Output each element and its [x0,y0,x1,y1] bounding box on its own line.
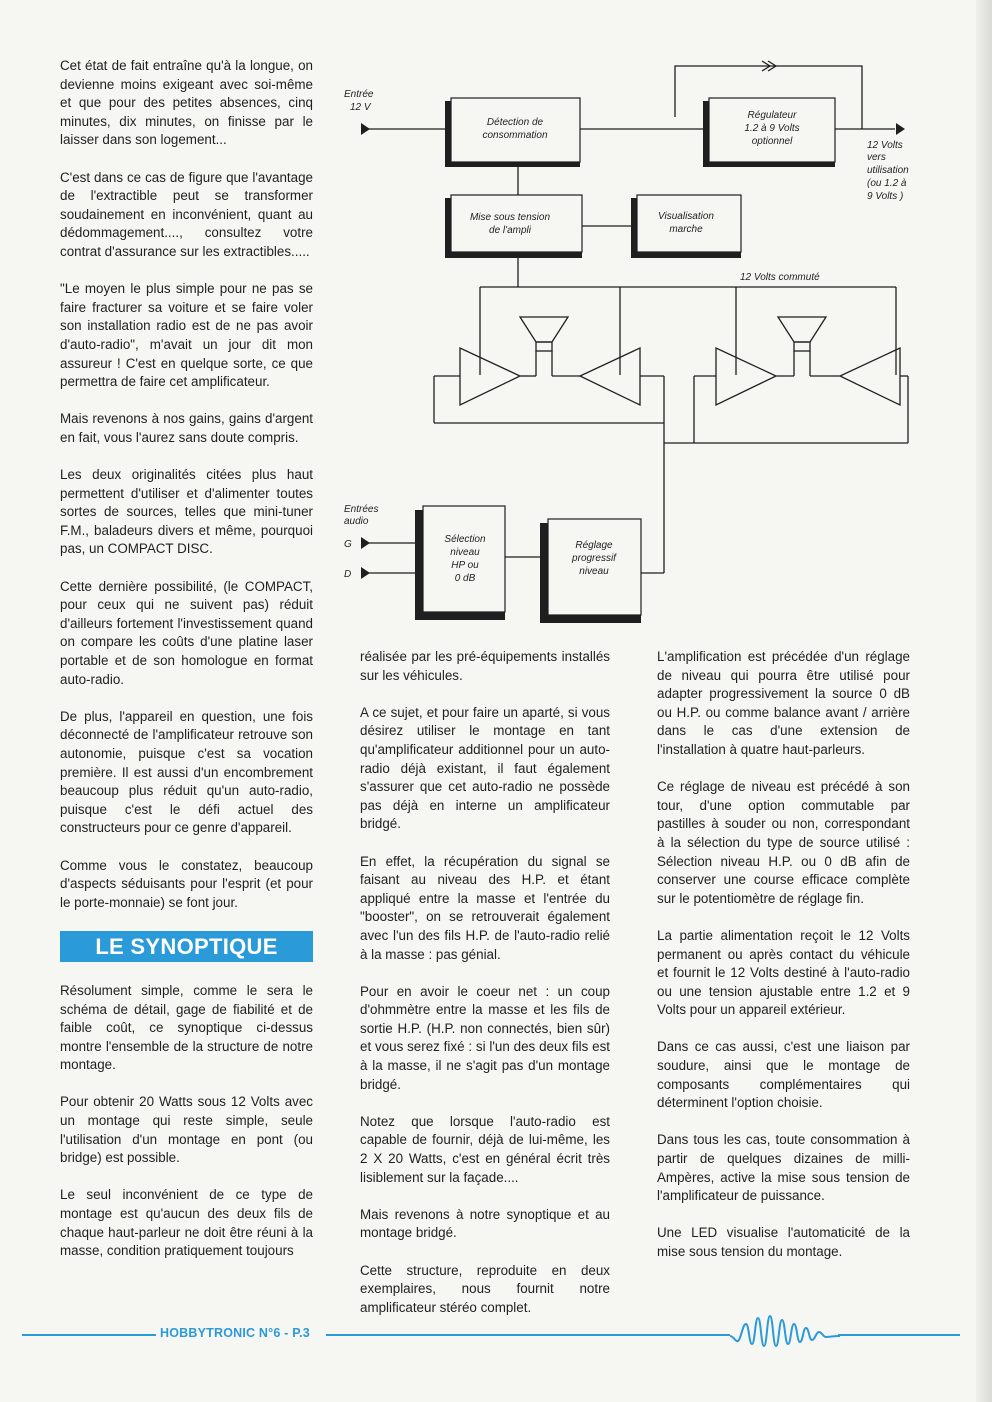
output-label-line-2: vers [867,152,886,163]
footer-rule [838,1334,960,1336]
visualisation-block-line-2: marche [669,224,703,235]
detection-block-line-2: consommation [482,130,548,141]
output-label-line-1: 12 Volts [867,140,903,151]
paragraph: Pour obtenir 20 Watts sous 12 Volts avec un montage qui reste simple, seule l'utilisation d'un montage en pont (ou bridge) est possible. [60,1094,313,1166]
paragraph: La partie alimentation reçoit le 12 Volts permanent ou après contact du véhicule et fournit le 12 Volts destiné à l'auto-radio ou une tension ajustable entre 1.2 et 9 Volts pour un appareil extérieur. [657,927,910,1018]
paragraph: Mais revenons à notre synoptique et au montage bridgé. [360,1206,610,1241]
paragraph: Notez que lorsque l'auto-radio est capable de fournir, déjà de lui-même, les 2 X 20 Watts, c'est en général écrit très lisiblement sur la façade.... [360,1113,610,1185]
footer-rule [326,1334,730,1336]
audio-input-d-label: D [344,569,352,580]
switched-12v-label: 12 Volts commuté [740,272,820,283]
paragraph: Cette structure, reproduite en deux exemplaires, nous fournit notre amplificateur stéréo complet. [360,1262,610,1315]
paragraph: C'est dans ce cas de figure que l'avantage de l'extractible peut se transformer soudainement en inconvénient, quant au dédommagement...., consultez votre contrat d'assurance sur les extractibles..... [60,169,313,259]
paragraph: Mais revenons à nos gains, gains d'argent en fait, vous l'aurez sans doute compris. [60,411,313,445]
output-label-line-3: utilisation [867,165,909,176]
selection-block-line-3: HP ou [451,560,479,571]
output-label-line-5: 9 Volts ) [867,191,904,202]
paragraph: De plus, l'appareil en question, une fois déconnecté de l'amplificateur retrouve son autonomie, puisque c'est sa vocation première. Il est aussi d'un encombrement beaucoup plus réduit qu'un auto-radio, puisque c'est le défi actuel des constructeurs pour ce genre d'appareil. [60,708,313,836]
paragraph: L'amplification est précédée d'un réglage de niveau qui pourra être utilisé pour adapter progressivement la source 0 dB ou H.P. ou comme balance avant / arrière dans le cas d'une extension de l'installation à quatre haut-parleurs. [657,649,910,757]
paragraph: Les deux originalités citées plus haut permettent d'utiliser et d'alimenter toutes sortes de sources, telles que mini-tuner F.M., baladeurs divers et même, pourquoi pas, un COMPACT DISC. [60,467,313,557]
paragraph: Le seul inconvénient de ce type de montage est qu'aucun des deux fils de chaque haut-parleur ne doit être réuni à la masse, condition pratiquement toujours [60,1187,313,1259]
regulator-block-line-1: Régulateur [747,110,797,121]
audio-inputs-label-2: audio [344,516,369,527]
output-label-line-4: (ou 1.2 à [867,178,907,189]
power-on-block-line-1: Mise sous tension [469,212,551,223]
middle-column [360,648,610,1317]
synoptic-diagram [330,45,930,635]
section-heading: LE SYNOPTIQUE [60,931,313,962]
waveform-icon [728,1310,842,1350]
detection-block-line-1: Détection de [486,117,544,128]
selection-block-line-4: 0 dB [454,573,476,584]
paragraph: Une LED visualise l'automaticité de la mise sous tension du montage. [657,1225,910,1259]
level-block-line-1: Réglage [575,540,613,551]
paragraph: En effet, la récupération du signal se faisant au niveau des H.P. et étant appliqué entre la masse et l'entrée du "booster", on se retrouverait également avec l'un des fils H.P. de l'auto-radio relié à la masse : pas génial. [360,853,610,962]
input-12v-label-1: Entrée [344,89,374,100]
paragraph: "Le moyen le plus simple pour ne pas se faire fracturer sa voiture et se faire voler son installation radio est de ne pas avoir d'auto-radio", m'avait un jour dit mon assureur ! C'est en quelque sorte, ce que permettra de faire cet amplificateur. [60,281,313,390]
left-column [60,57,313,1261]
paragraph: Ce réglage de niveau est précédé à son tour, d'une option commutable par pastilles à souder ou non, correspondant à la sélection du type de source utilisé : Sélection niveau H.P. ou 0 dB afin de conserver une course efficace complète sur le potentiomètre de réglage fin. [657,779,910,906]
paragraph: Dans tous les cas, toute consommation à partir de quelques dizaines de milli-Ampères, active la mise sous tension de l'amplificateur de puissance. [657,1132,910,1204]
paragraph: Résolument simple, comme le sera le schéma de détail, gage de fiabilité et de faible coût, ce synoptique ci-dessus montre l'ensemble de la structure de notre montage. [60,982,313,1073]
audio-inputs-label-1: Entrées [344,504,379,515]
regulator-block-line-2: 1.2 à 9 Volts [744,123,800,134]
level-block-line-3: niveau [579,566,609,577]
selection-block-line-1: Sélection [444,534,486,545]
input-12v-label-2: 12 V [350,102,371,113]
footer-page-label: HOBBYTRONIC N°6 - P.3 [160,1326,310,1340]
visualisation-block-line-1: Visualisation [658,211,714,222]
level-block-line-2: progressif [572,553,616,564]
paragraph: Comme vous le constatez, beaucoup d'aspects séduisants pour l'esprit (et pour le porte-monnaie) se font jour. [60,857,313,910]
paragraph: Cette dernière possibilité, (le COMPACT, pour ceux qui ne suivent pas) réduit d'ailleurs fortement l'investissement quand on compare les coûts d'une platine laser portable et de son homologue en format auto-radio. [60,578,313,687]
paragraph: Pour en avoir le coeur net : un coup d'ohmmètre entre la masse et les fils de sortie H.P. (H.P. non connectés, bien sûr) et vous serez fixé : si l'un des deux fils est à la masse, il ne s'agit pas d'un montage bridgé. [360,983,610,1092]
audio-input-g-label: G [344,539,352,550]
paragraph: Cet état de fait entraîne qu'à la longue, on devienne moins exigeant avec soi-même et que pour des petites absences, cinq minutes, dix minutes, on finisse par le laisser dans son logement... [60,58,313,148]
paragraph: réalisée par les pré-équipements installés sur les véhicules. [360,649,610,683]
right-column [657,648,910,1262]
power-on-block-line-2: de l'ampli [489,225,531,236]
selection-block-line-2: niveau [450,547,480,558]
paragraph: Dans ce cas aussi, c'est une liaison par soudure, ainsi que le montage de composants complémentaires qui déterminent l'option choisie. [657,1039,910,1111]
footer-rule [22,1334,156,1336]
paragraph: A ce sujet, et pour faire un aparté, si vous désirez utiliser le montage en tant qu'amplificateur additionnel pour un auto-radio déjà existant, il faut également s'assurer que cet auto-radio ne possède pas déjà en interne un amplificateur bridgé. [360,704,610,832]
page-edge-shadow [976,0,992,1402]
regulator-block-line-3: optionnel [751,136,793,147]
